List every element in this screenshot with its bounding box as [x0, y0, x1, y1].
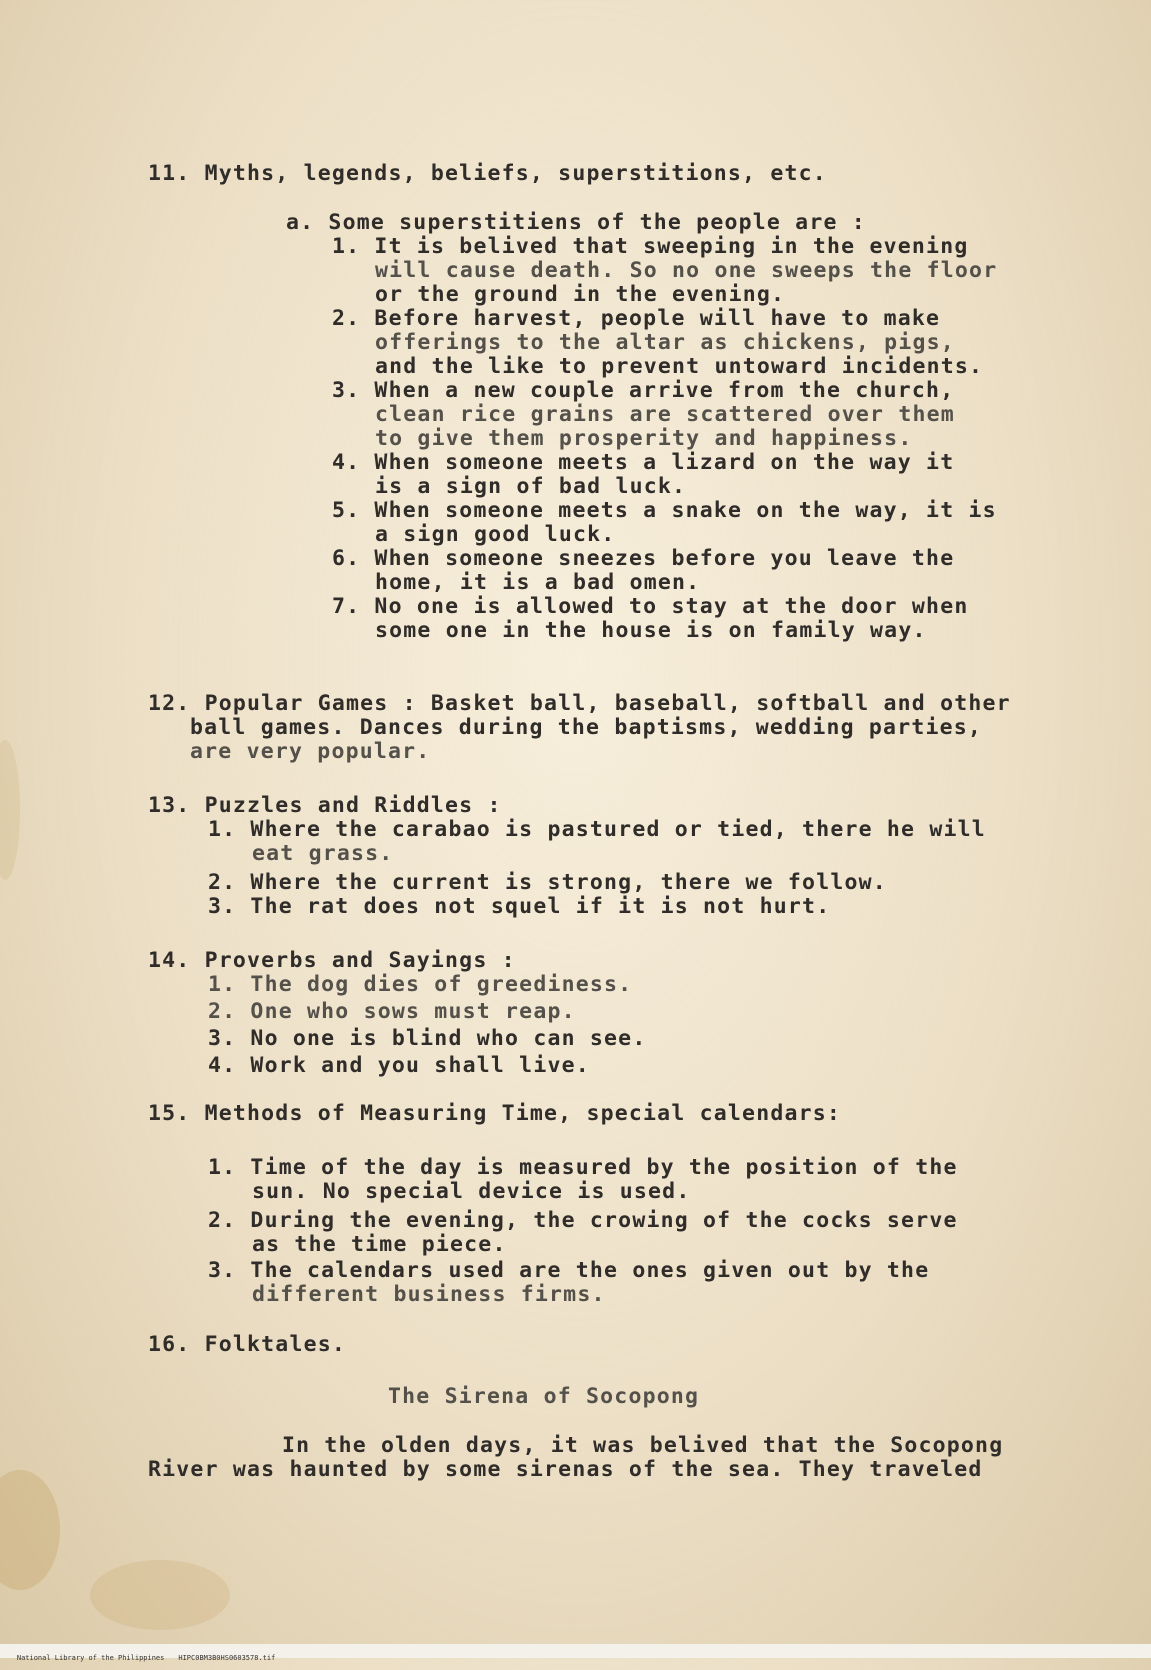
superstition-line: 6. When someone sneezes before you leave the	[332, 546, 955, 571]
paper-stain	[0, 740, 20, 880]
time-line: different business firms.	[252, 1282, 606, 1307]
section-13-heading: 13. Puzzles and Riddles :	[148, 793, 502, 818]
footer-file: HIPC0BM3B0HS0603578.tif	[178, 1654, 276, 1662]
section-15-heading: 15. Methods of Measuring Time, special calendars:	[148, 1101, 842, 1126]
footer-library: National Library of the Philippines	[16, 1654, 165, 1662]
section-16-heading: 16. Folktales.	[148, 1332, 347, 1357]
section-14-heading: 14. Proverbs and Sayings :	[148, 948, 516, 973]
section-12-line: 12. Popular Games : Basket ball, baseball, softball and other	[148, 691, 1011, 716]
time-line: sun. No special device is used.	[252, 1179, 691, 1204]
time-line: 2. During the evening, the crowing of the cocks serve	[208, 1208, 958, 1233]
story-line: River was haunted by some sirenas of the sea. They traveled	[148, 1457, 983, 1482]
proverb-line: 3. No one is blind who can see.	[208, 1026, 647, 1051]
superstition-line: a sign good luck.	[375, 522, 616, 547]
riddle-line: 2. Where the current is strong, there we follow.	[208, 870, 887, 895]
superstition-line: is a sign of bad luck.	[375, 474, 687, 499]
story-title: The Sirena of Socopong	[388, 1384, 700, 1409]
superstition-line: will cause death. So no one sweeps the floor	[375, 258, 998, 283]
superstition-line: home, it is a bad omen.	[375, 570, 701, 595]
story-line: In the olden days, it was belived that the Socopong	[282, 1433, 1004, 1458]
superstition-line: 4. When someone meets a lizard on the way it	[332, 450, 955, 475]
superstition-line: clean rice grains are scattered over them	[375, 402, 955, 427]
riddle-line: 3. The rat does not squel if it is not hurt.	[208, 894, 831, 919]
superstition-line: 2. Before harvest, people will have to make	[332, 306, 941, 331]
superstition-line: 7. No one is allowed to stay at the door when	[332, 594, 969, 619]
proverb-line: 2. One who sows must reap.	[208, 999, 576, 1024]
superstition-line: to give them prosperity and happiness.	[375, 426, 913, 451]
scan-footer	[0, 1646, 289, 1670]
superstition-line: 3. When a new couple arrive from the church,	[332, 378, 955, 403]
proverb-line: 1. The dog dies of greediness.	[208, 972, 633, 997]
section-11-intro: a. Some superstitiens of the people are :	[286, 210, 866, 235]
superstition-line: offerings to the altar as chickens, pigs,	[375, 330, 955, 355]
riddle-line: eat grass.	[252, 841, 394, 866]
section-12-line: are very popular.	[190, 739, 431, 764]
proverb-line: 4. Work and you shall live.	[208, 1053, 590, 1078]
riddle-line: 1. Where the carabao is pastured or tied, there he will	[208, 817, 986, 842]
time-line: as the time piece.	[252, 1232, 507, 1257]
superstition-line: and the like to prevent untoward incidents.	[375, 354, 984, 379]
section-11-heading: 11. Myths, legends, beliefs, superstitions, etc.	[148, 161, 827, 186]
section-12-line: ball games. Dances during the baptisms, wedding parties,	[190, 715, 983, 740]
superstition-line: 1. It is belived that sweeping in the evening	[332, 234, 969, 259]
paper-stain	[90, 1560, 230, 1630]
paper-stain	[0, 1470, 60, 1590]
time-line: 1. Time of the day is measured by the position of the	[208, 1155, 958, 1180]
time-line: 3. The calendars used are the ones given out by the	[208, 1258, 930, 1283]
superstition-line: or the ground in the evening.	[375, 282, 786, 307]
superstition-line: 5. When someone meets a snake on the way, it is	[332, 498, 997, 523]
superstition-line: some one in the house is on family way.	[375, 618, 927, 643]
